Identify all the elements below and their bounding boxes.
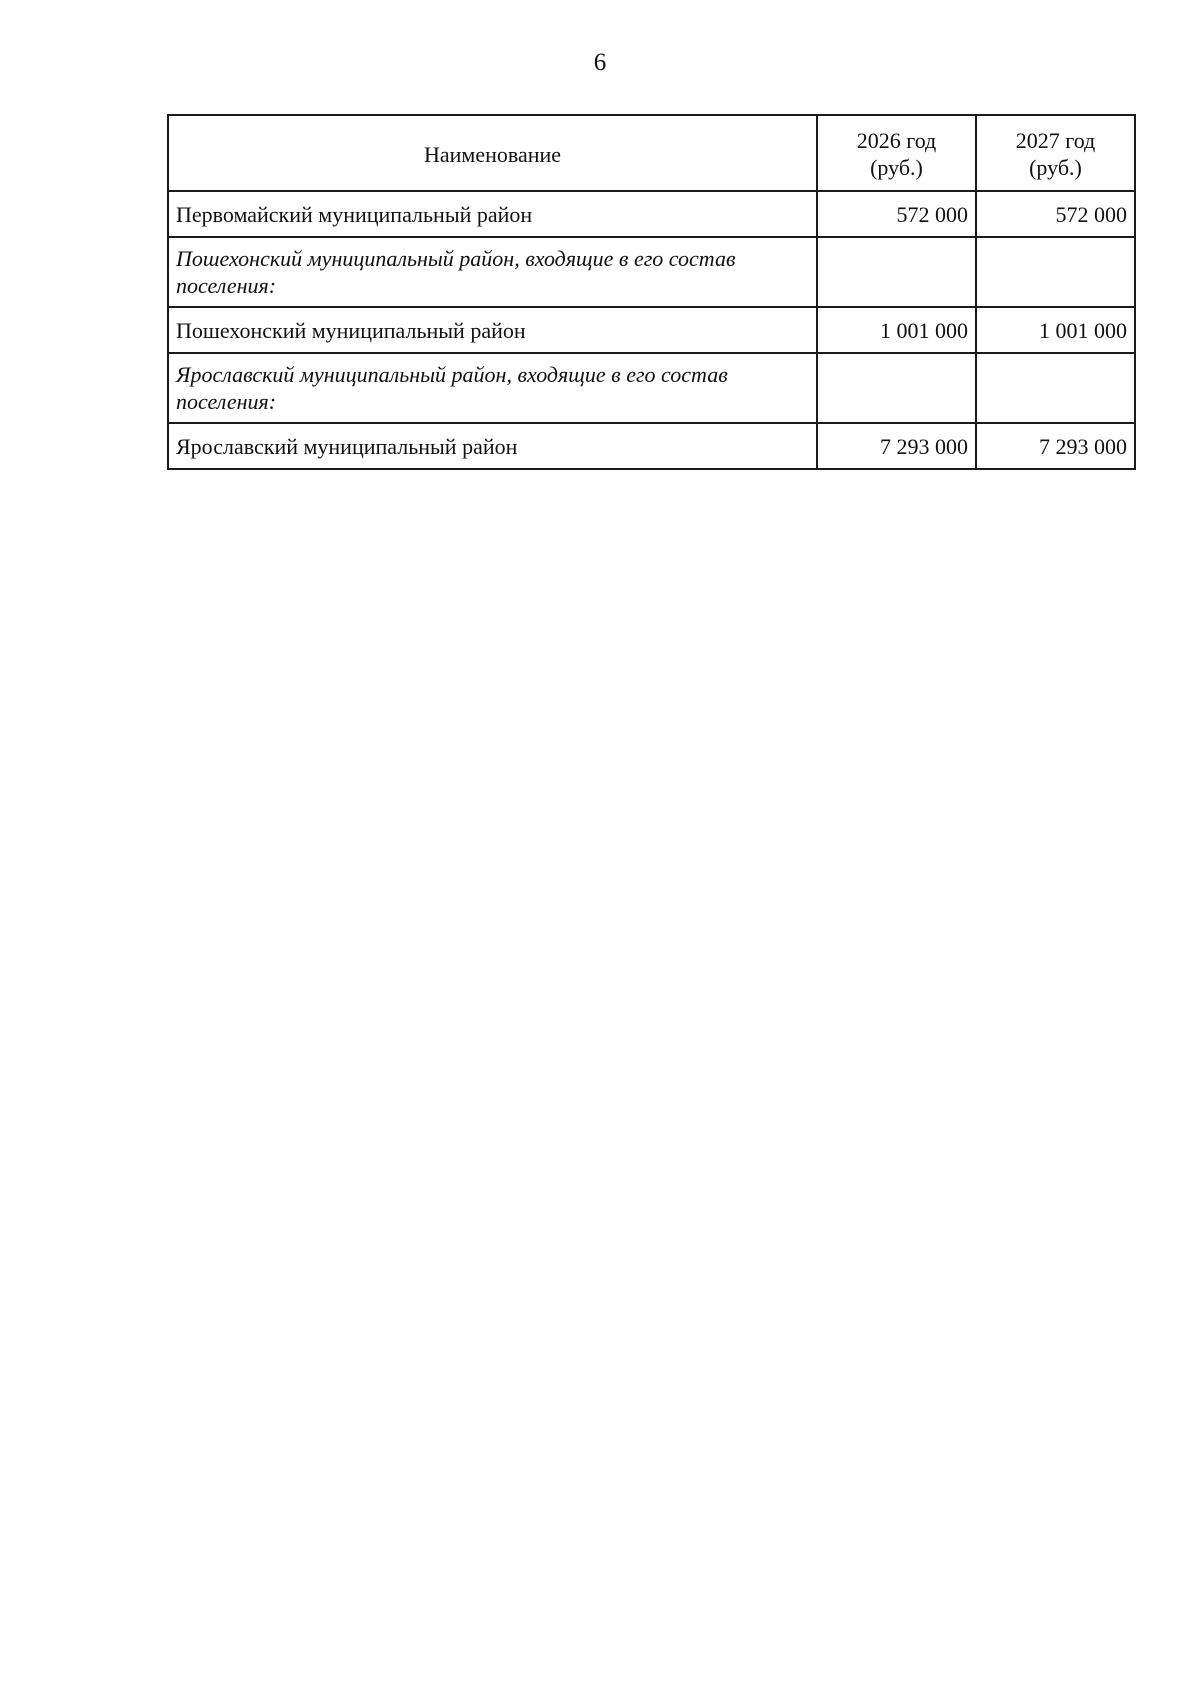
table-row-subheading (168, 237, 1135, 307)
column-header-2026-unit: (руб.) (870, 155, 923, 180)
row-value-2027: 7 293 000 (976, 423, 1135, 469)
row-name: Ярославский муниципальный район, входящие в его состав поселения: (168, 353, 817, 423)
row-value-2026: 1 001 000 (817, 307, 976, 353)
row-value-2027 (976, 353, 1135, 423)
column-header-2027 (976, 115, 1135, 191)
table-row (168, 307, 1135, 353)
column-header-2026-year: 2026 год (856, 128, 937, 153)
column-header-2027-unit: (руб.) (1029, 155, 1082, 180)
row-value-2026 (817, 353, 976, 423)
row-name: Первомайский муниципальный район (168, 191, 817, 237)
column-header-2026 (817, 115, 976, 191)
table-row-subheading (168, 353, 1135, 423)
table-row (168, 423, 1135, 469)
row-value-2027: 572 000 (976, 191, 1135, 237)
row-value-2026: 572 000 (817, 191, 976, 237)
budget-table (167, 114, 1136, 470)
row-value-2027 (976, 237, 1135, 307)
row-value-2027: 1 001 000 (976, 307, 1135, 353)
row-name: Пошехонский муниципальный район, входящие в его состав поселения: (168, 237, 817, 307)
header-row (168, 115, 1135, 191)
table-row (168, 191, 1135, 237)
column-header-2027-year: 2027 год (1015, 128, 1096, 153)
page-number: 6 (593, 49, 607, 76)
row-value-2026: 7 293 000 (817, 423, 976, 469)
row-name: Ярославский муниципальный район (168, 423, 817, 469)
row-name: Пошехонский муниципальный район (168, 307, 817, 353)
table-header (168, 115, 1135, 191)
row-value-2026 (817, 237, 976, 307)
column-header-name: Наименование (168, 115, 817, 191)
